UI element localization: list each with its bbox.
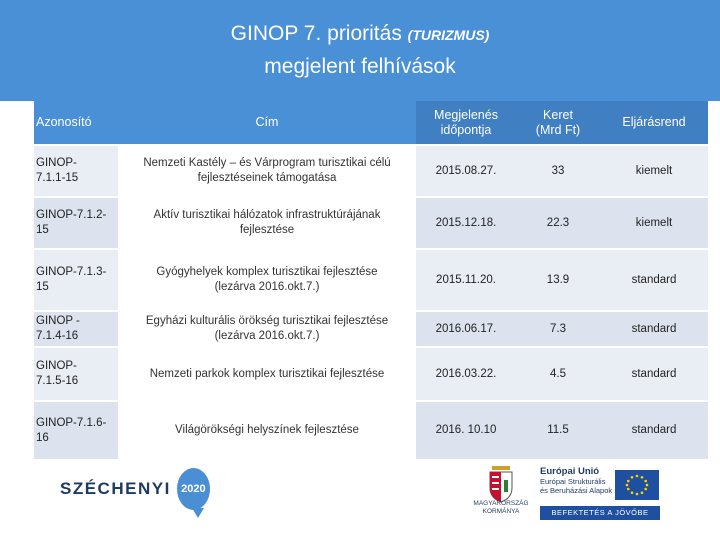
row-id: GINOP-7.1.3- 15 bbox=[34, 249, 118, 311]
row-title: Egyházi kulturális örökség turisztikai fejlesztése (lezárva 2016.okt.7.) bbox=[118, 311, 416, 347]
col-budget-header: Keret (Mrd Ft) bbox=[516, 101, 600, 145]
table-row bbox=[34, 249, 708, 311]
table-row bbox=[34, 347, 708, 401]
col-date-header: Megjelenés időpontja bbox=[416, 101, 516, 145]
title-sub: (TURIZMUS) bbox=[407, 27, 490, 43]
table-row bbox=[34, 401, 708, 459]
col-procedure-header: Eljárásrend bbox=[600, 101, 708, 145]
row-procedure: standard bbox=[600, 347, 708, 401]
calls-table bbox=[34, 101, 708, 459]
col-title-header: Cím bbox=[118, 101, 416, 145]
title-main: GINOP 7. prioritás bbox=[230, 22, 402, 45]
col-id-header: Azonosító bbox=[34, 101, 118, 145]
row-title: Nemzeti Kastély – és Várprogram turisztikai célú fejlesztéseinek támogatása bbox=[118, 145, 416, 197]
row-budget: 22.3 bbox=[516, 197, 600, 249]
row-procedure: kiemelt bbox=[600, 197, 708, 249]
row-date: 2016. 10.10 bbox=[416, 401, 516, 459]
table-row bbox=[34, 197, 708, 249]
szechenyi-logo bbox=[60, 466, 210, 512]
eu-flag-icon bbox=[615, 470, 659, 500]
row-date: 2016.06.17. bbox=[416, 311, 516, 347]
row-date: 2016.03.22. bbox=[416, 347, 516, 401]
row-title: Aktív turisztikai hálózatok infrastruktúrájának fejlesztése bbox=[118, 197, 416, 249]
eu-line2: és Beruházási Alapok bbox=[540, 486, 613, 495]
row-budget: 4.5 bbox=[516, 347, 600, 401]
row-budget: 7.3 bbox=[516, 311, 600, 347]
row-title: Nemzeti parkok komplex turisztikai fejlesztése bbox=[118, 347, 416, 401]
row-budget: 13.9 bbox=[516, 249, 600, 311]
row-id: GINOP-7.1.2- 15 bbox=[34, 197, 118, 249]
row-procedure: standard bbox=[600, 249, 708, 311]
szechenyi-year-badge: 2020 bbox=[177, 468, 210, 510]
row-procedure: kiemelt bbox=[600, 145, 708, 197]
eu-title: Európai Unió bbox=[540, 466, 600, 477]
title-line2: megjelent felhívások bbox=[264, 55, 456, 78]
szechenyi-word: SZÉCHENYI bbox=[60, 479, 171, 498]
table-row bbox=[34, 311, 708, 347]
table-row bbox=[34, 145, 708, 197]
row-date: 2015.11.20. bbox=[416, 249, 516, 311]
table-header-row bbox=[34, 101, 708, 145]
eu-line1: Európai Strukturális bbox=[540, 477, 606, 486]
row-budget: 11.5 bbox=[516, 401, 600, 459]
page-title bbox=[0, 18, 720, 82]
eu-slogan: BEFEKTETÉS A JÖVŐBE bbox=[540, 506, 660, 520]
row-id: GINOP-7.1.6- 16 bbox=[34, 401, 118, 459]
government-label: MAGYARORSZÁG KORMÁNYA bbox=[473, 500, 529, 515]
row-title: Gyógyhelyek komplex turisztikai fejlesztése (lezárva 2016.okt.7.) bbox=[118, 249, 416, 311]
row-procedure: standard bbox=[600, 401, 708, 459]
row-id: GINOP - 7.1.4-16 bbox=[34, 311, 118, 347]
row-date: 2015.08.27. bbox=[416, 145, 516, 197]
row-budget: 33 bbox=[516, 145, 600, 197]
row-date: 2015.12.18. bbox=[416, 197, 516, 249]
row-id: GINOP- 7.1.5-16 bbox=[34, 347, 118, 401]
row-title: Világörökségi helyszínek fejlesztése bbox=[118, 401, 416, 459]
row-id: GINOP- 7.1.1-15 bbox=[34, 145, 118, 197]
eu-logo bbox=[540, 466, 670, 522]
row-procedure: standard bbox=[600, 311, 708, 347]
